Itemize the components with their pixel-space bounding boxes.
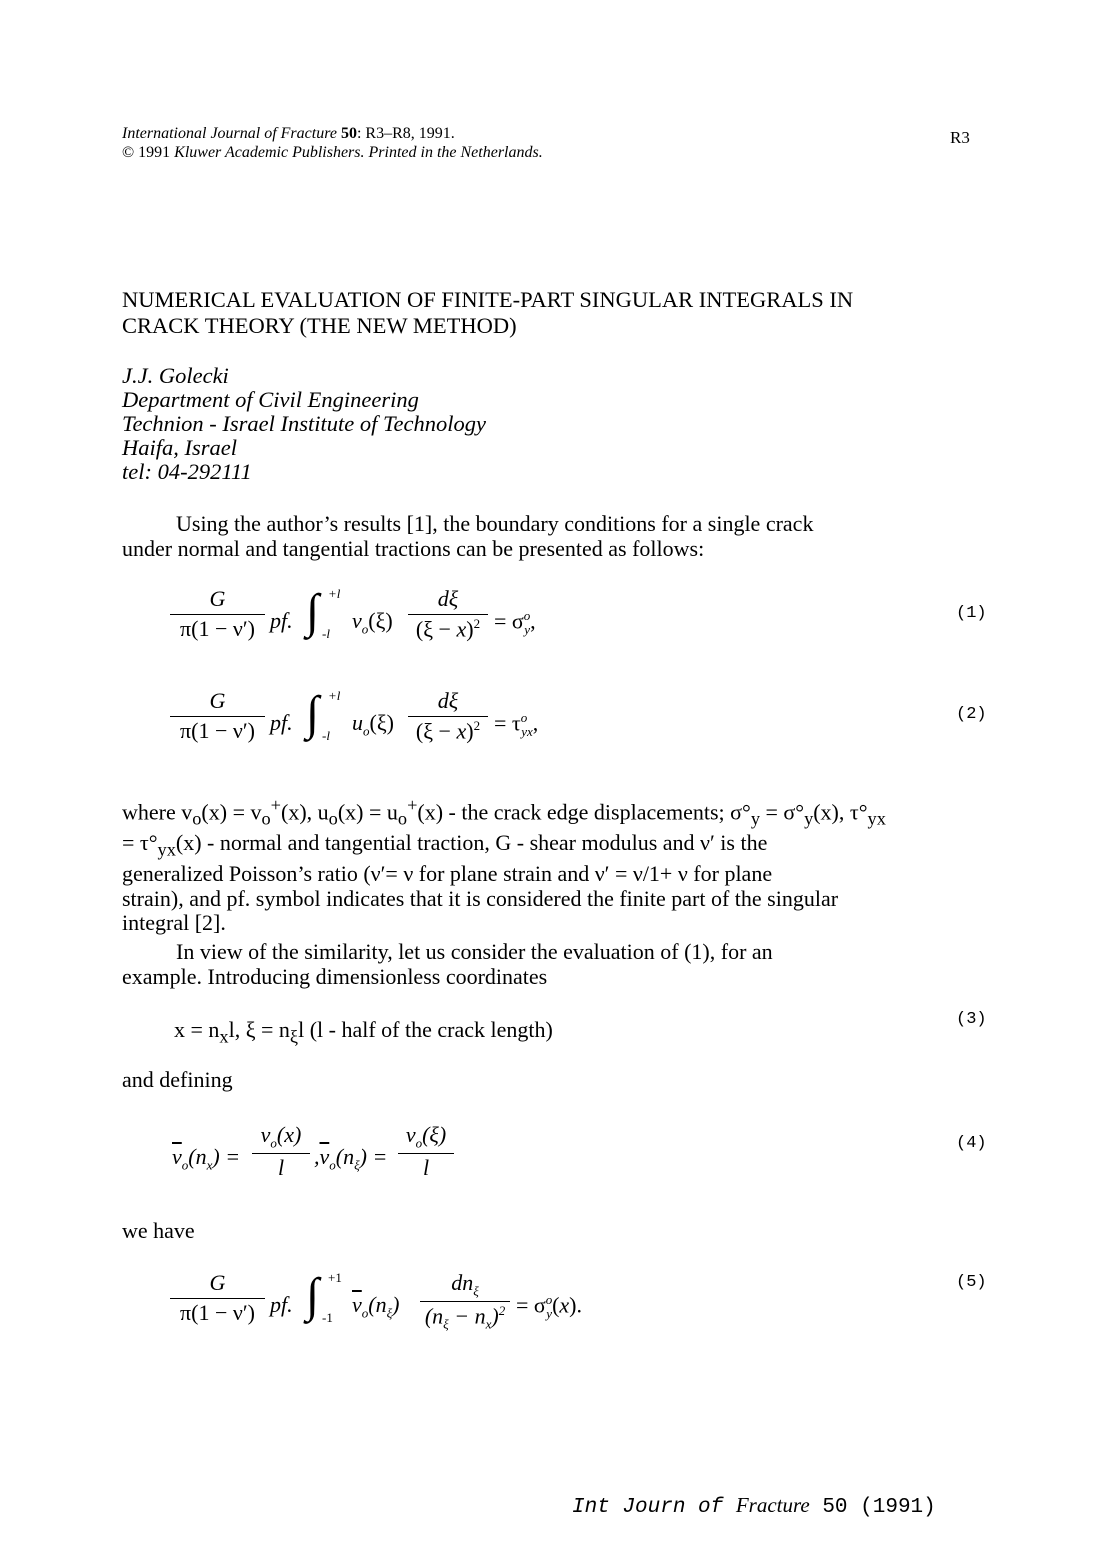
page-range: R3–R8, 1991. (365, 125, 455, 142)
publisher-note: Kluwer Academic Publishers. Printed in the Netherlands. (174, 144, 543, 161)
eq1-integrand: $v_o(\xi)$ (352, 608, 393, 637)
eq1-upper-limit: +l (328, 586, 341, 601)
eq5-rhs: = $\sigma^o_y(x)$. (516, 1292, 582, 1321)
equation-2 (170, 688, 590, 748)
definitions-line-3: generalized Poisson’s ratio (ν′= ν for plane strain and ν′ = ν/1+ ν for plane (122, 861, 773, 887)
citation-line: International Journal of Fracture 50: R3–R8, 1991. (122, 125, 455, 142)
eq5-integrand: $\overline{v}_o(n_\xi)$ (352, 1292, 400, 1321)
definitions-paragraph (122, 793, 952, 936)
running-header (122, 124, 822, 162)
eq1-lower-limit: -l (322, 626, 330, 641)
definitions-line-2: = $\tau^\circ_{yx}(x)$ - normal and tangential traction, G - shear modulus and ν′ is the (122, 830, 768, 860)
equation-4 (172, 1122, 472, 1182)
equation-number: (4) (956, 1134, 987, 1153)
equation-5 (170, 1270, 610, 1340)
title-line-2: CRACK THEORY (THE NEW METHOD) (122, 313, 517, 338)
footer-volume: 50 (1991) (822, 1496, 936, 1519)
eq5-coefficient: G π(1 − ν′) (170, 1270, 265, 1326)
copyright-line (122, 143, 822, 162)
eq2-coefficient: G π(1 − ν′) (170, 688, 265, 744)
volume-number: 50 (340, 125, 357, 142)
equation-number: (5) (956, 1273, 987, 1292)
eq5-upper-limit: +1 (328, 1270, 342, 1285)
intro-paragraph (122, 512, 952, 561)
eq5-lower-limit: -1 (322, 1310, 333, 1325)
journal-name: International Journal of Fracture (122, 125, 337, 142)
equation-1 (170, 586, 590, 646)
eq4-lhs-1: $\overline{v}_o(n_x)$ = (172, 1144, 241, 1173)
author-tel: tel: 04-292111 (122, 459, 252, 484)
eq1-rhs: = $\sigma^o_y$, (494, 608, 536, 637)
paper-title (122, 287, 982, 339)
definitions-line-1: where $v_o(x) = v_o^+(x)$, $u_o(x) = u_o^+(x)$ - the crack edge displacements; $\sigma^\circ_y = \sigma^\circ_y(x)$, $\tau^\circ_{yx}$ (122, 795, 886, 829)
eq2-rhs: = $\tau^o_{yx}$, (494, 710, 539, 739)
definitions-line-5: integral [2]. (122, 910, 226, 936)
we-have-text: we have (122, 1218, 195, 1243)
similarity-paragraph (122, 940, 952, 989)
eq2-integral-sign: ∫ (306, 687, 320, 740)
eq5-integral-sign: ∫ (306, 1269, 320, 1322)
equation-number: (2) (956, 705, 987, 724)
eq3-note: (l - half of the crack length) (309, 1017, 553, 1042)
eq1-pf: pf. (270, 608, 293, 633)
eq1-integral-sign: ∫ (306, 585, 320, 638)
title-line-1: NUMERICAL EVALUATION OF FINITE-PART SINGULAR INTEGRALS IN (122, 287, 854, 312)
author-affiliation (122, 364, 486, 484)
author-institution: Technion - Israel Institute of Technology (122, 411, 486, 436)
equation-3: $x = n_xl$, $\xi = n_\xi l$ (l - half of the crack length) (174, 1017, 553, 1047)
eq2-lower-limit: -l (322, 728, 330, 743)
eq5-pf: pf. (270, 1292, 293, 1317)
eq4-lhs-2: $,\overline{v}_o(n_\xi)$ = (314, 1144, 388, 1173)
intro-line-1: Using the author’s results [1], the boundary conditions for a single crack (176, 511, 814, 536)
eq4-frac-1: $v_o(x)$ l (252, 1122, 310, 1181)
and-defining-text: and defining (122, 1067, 233, 1092)
eq2-kernel: dξ $(\xi - x)^2$ (408, 688, 488, 744)
equation-number: (1) (956, 604, 987, 623)
definitions-line-4: strain), and pf. symbol indicates that it is considered the finite part of the singular (122, 885, 839, 911)
eq1-kernel: dξ $(\xi - x)^2$ (408, 586, 488, 642)
similarity-line-1: In view of the similarity, let us consider the evaluation of (1), for an (176, 939, 773, 964)
footer (572, 1493, 936, 1519)
author-name: J.J. Golecki (122, 363, 229, 388)
eq2-upper-limit: +l (328, 688, 341, 703)
equation-number: (3) (956, 1010, 987, 1029)
eq1-coefficient: G π(1 − ν′) (170, 586, 265, 642)
intro-line-2: under normal and tangential tractions can be presented as follows: (122, 535, 705, 561)
footer-fracture: Fracture (735, 1493, 810, 1517)
author-location: Haifa, Israel (122, 435, 237, 460)
similarity-line-2: example. Introducing dimensionless coordinates (122, 963, 548, 989)
eq2-pf: pf. (270, 710, 293, 735)
copyright-year: © 1991 (122, 144, 171, 161)
eq5-kernel: $dn_\xi$ $(n_\xi - n_x)^2$ (420, 1270, 510, 1333)
author-department: Department of Civil Engineering (122, 387, 419, 412)
page-number: R3 (950, 128, 970, 147)
footer-journal: Int Journ of (572, 1496, 724, 1519)
eq4-frac-2: $v_o(\xi)$ l (398, 1122, 454, 1181)
eq2-integrand: $u_o(\xi)$ (352, 710, 394, 739)
